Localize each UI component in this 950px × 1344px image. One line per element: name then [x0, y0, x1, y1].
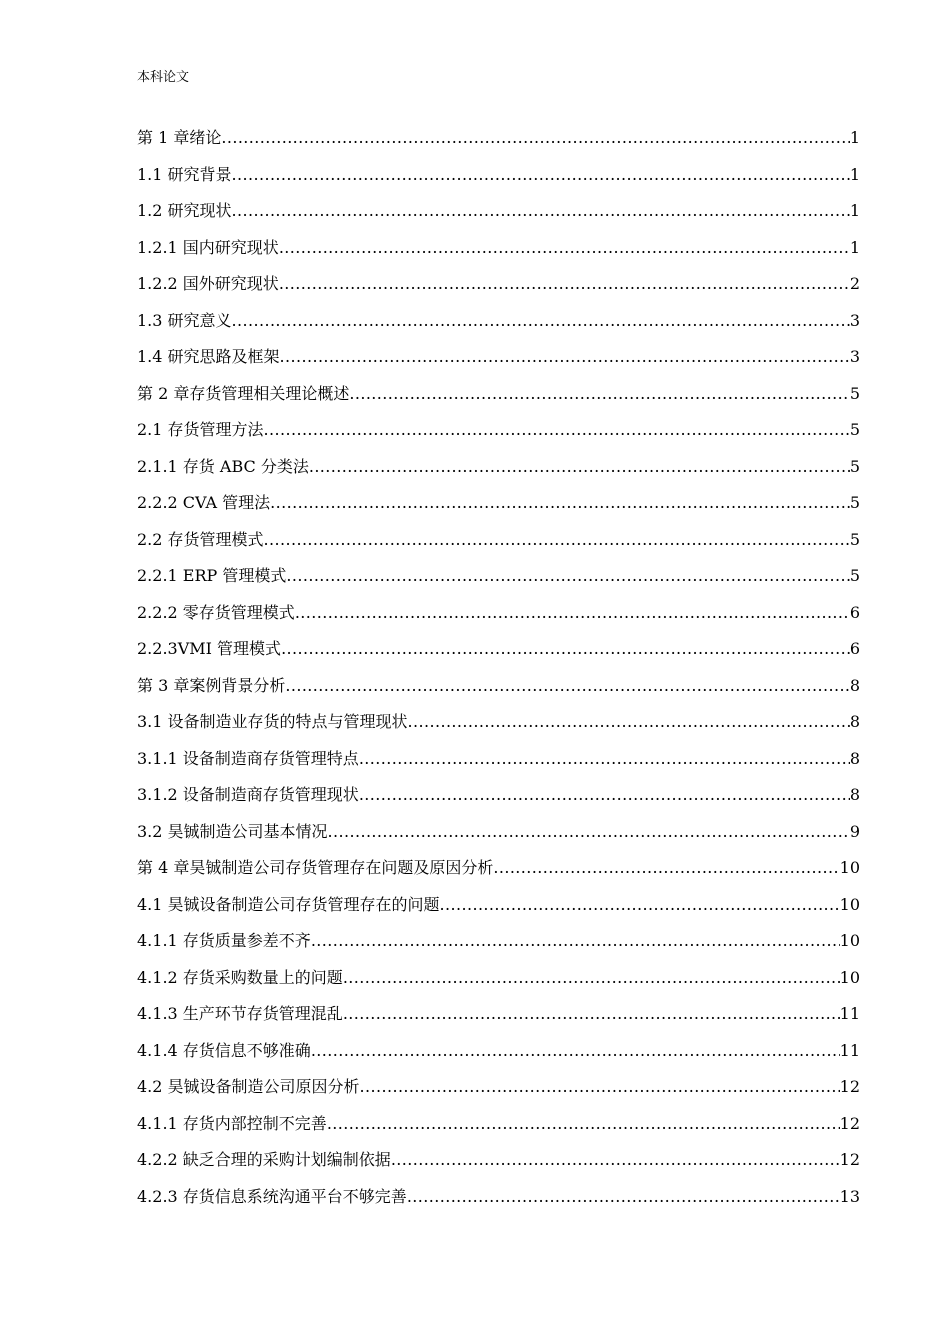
toc-entry-title: 3.1.1 设备制造商存货管理特点: [137, 748, 359, 768]
toc-entry[interactable]: [137, 1002, 860, 1039]
toc-entry-title: 第 4 章昊铖制造公司存货管理存在问题及原因分析: [137, 858, 494, 877]
toc-dot-leader: [264, 418, 850, 442]
toc-entry-page-number: 8: [849, 712, 860, 731]
toc-entry-page-number: 1: [849, 237, 860, 257]
toc-entry-page-number: 8: [849, 675, 860, 695]
toc-entry-page-number: 5: [849, 383, 860, 403]
toc-entry-page-number: 12: [839, 1150, 860, 1169]
toc-entry-title: 1.2.2 国外研究现状: [137, 274, 279, 293]
toc-entry-page-number: 3: [849, 310, 860, 330]
toc-dot-leader: [327, 1112, 840, 1136]
toc-dot-leader: [391, 1148, 840, 1172]
toc-entry-page-number: 8: [849, 748, 860, 768]
toc-entry-title: 4.2.2 缺乏合理的采购计划编制依据: [137, 1150, 391, 1169]
toc-entry[interactable]: [137, 1075, 860, 1112]
toc-entry[interactable]: [137, 455, 860, 492]
toc-entry-title: 2.2.3VMI 管理模式: [137, 639, 282, 658]
toc-dot-leader: [232, 199, 850, 223]
toc-entry-page-number: 5: [849, 493, 860, 512]
toc-entry-page-number: 12: [839, 1113, 860, 1133]
toc-entry[interactable]: [137, 601, 860, 638]
toc-dot-leader: [360, 1075, 840, 1099]
toc-dot-leader: [493, 856, 839, 880]
toc-dot-leader: [221, 126, 849, 150]
toc-entry-page-number: 6: [849, 639, 860, 658]
toc-dot-leader: [280, 345, 850, 369]
toc-entry-page-number: 5: [849, 566, 860, 585]
toc-entry-page-number: 5: [849, 456, 860, 476]
toc-dot-leader: [281, 637, 850, 661]
toc-entry[interactable]: [137, 783, 860, 820]
toc-entry-page-number: 11: [839, 1040, 860, 1060]
toc-entry-title: 4.1 昊铖设备制造公司存货管理存在的问题: [137, 894, 440, 914]
toc-entry[interactable]: [137, 126, 860, 163]
toc-entry-page-number: 9: [849, 821, 860, 841]
toc-dot-leader: [279, 272, 850, 296]
toc-dot-leader: [295, 601, 850, 625]
toc-entry-title: 3.1 设备制造业存货的特点与管理现状: [137, 712, 408, 731]
toc-entry-page-number: 10: [839, 931, 860, 950]
toc-entry-title: 4.1.2 存货采购数量上的问题: [137, 967, 343, 987]
toc-entry-title: 1.4 研究思路及框架: [137, 347, 280, 366]
toc-dot-leader: [359, 783, 850, 807]
toc-entry[interactable]: [137, 163, 860, 200]
toc-dot-leader: [232, 163, 850, 187]
toc-entry[interactable]: [137, 929, 860, 966]
toc-dot-leader: [264, 528, 850, 552]
toc-entry[interactable]: [137, 637, 860, 674]
toc-entry[interactable]: [137, 345, 860, 382]
toc-entry-title: 4.1.1 存货内部控制不完善: [137, 1113, 327, 1133]
toc-entry-page-number: 2: [849, 274, 860, 293]
toc-entry-page-number: 1: [849, 128, 860, 147]
toc-entry-title: 2.2 存货管理模式: [137, 529, 264, 549]
toc-entry-page-number: 5: [849, 420, 860, 439]
toc-entry-page-number: 10: [839, 858, 860, 877]
toc-entry-title: 4.1.3 生产环节存货管理混乱: [137, 1004, 343, 1023]
toc-entry-title: 第 1 章绪论: [137, 128, 222, 147]
toc-entry-title: 2.2.2 零存货管理模式: [137, 602, 295, 622]
toc-entry-title: 3.1.2 设备制造商存货管理现状: [137, 785, 359, 804]
toc-dot-leader: [285, 674, 849, 698]
toc-entry-page-number: 11: [839, 1004, 860, 1023]
table-of-contents: [137, 126, 860, 1221]
toc-entry-title: 1.2 研究现状: [137, 201, 232, 220]
toc-entry-title: 4.1.4 存货信息不够准确: [137, 1040, 311, 1060]
toc-entry[interactable]: [137, 236, 860, 273]
toc-entry-title: 2.2.1 ERP 管理模式: [137, 566, 287, 585]
toc-entry-title: 2.2.2 CVA 管理法: [137, 493, 271, 512]
toc-dot-leader: [440, 893, 840, 917]
toc-entry[interactable]: [137, 820, 860, 857]
toc-entry-page-number: 3: [849, 347, 860, 366]
toc-entry[interactable]: [137, 272, 860, 309]
toc-dot-leader: [309, 455, 850, 479]
page-header-label: 本科论文: [137, 70, 190, 85]
toc-entry[interactable]: [137, 674, 860, 711]
toc-entry[interactable]: [137, 1039, 860, 1076]
toc-entry-page-number: 12: [839, 1077, 860, 1096]
toc-dot-leader: [270, 491, 850, 515]
toc-entry[interactable]: [137, 528, 860, 565]
toc-entry-page-number: 8: [849, 785, 860, 804]
toc-entry-title: 1.3 研究意义: [137, 310, 232, 330]
toc-dot-leader: [311, 929, 840, 953]
toc-entry[interactable]: [137, 309, 860, 346]
toc-entry-title: 1.1 研究背景: [137, 164, 232, 184]
toc-entry-title: 4.1.1 存货质量参差不齐: [137, 931, 311, 950]
toc-entry[interactable]: [137, 564, 860, 601]
toc-entry-title: 第 2 章存货管理相关理论概述: [137, 383, 350, 403]
toc-entry[interactable]: [137, 1185, 860, 1222]
toc-entry-title: 4.2.3 存货信息系统沟通平台不够完善: [137, 1186, 407, 1206]
toc-entry-title: 第 3 章案例背景分析: [137, 675, 286, 695]
toc-dot-leader: [328, 820, 850, 844]
toc-entry-page-number: 1: [849, 164, 860, 184]
toc-entry-page-number: 10: [839, 967, 860, 987]
toc-dot-leader: [349, 382, 849, 406]
toc-entry[interactable]: [137, 382, 860, 419]
toc-dot-leader: [311, 1039, 840, 1063]
toc-dot-leader: [286, 564, 849, 588]
toc-dot-leader: [232, 309, 850, 333]
toc-entry[interactable]: [137, 893, 860, 930]
toc-entry-title: 2.1.1 存货 ABC 分类法: [137, 456, 309, 476]
toc-entry[interactable]: [137, 491, 860, 528]
toc-entry[interactable]: [137, 418, 860, 455]
toc-entry-page-number: 1: [849, 201, 860, 220]
toc-entry-title: 4.2 昊铖设备制造公司原因分析: [137, 1077, 360, 1096]
toc-dot-leader: [343, 1002, 840, 1026]
toc-entry[interactable]: [137, 856, 860, 893]
toc-entry-page-number: 5: [849, 529, 860, 549]
toc-entry-title: 2.1 存货管理方法: [137, 420, 264, 439]
toc-dot-leader: [343, 966, 840, 990]
toc-dot-leader: [359, 747, 850, 771]
toc-entry-title: 3.2 昊铖制造公司基本情况: [137, 821, 328, 841]
toc-entry[interactable]: [137, 747, 860, 784]
toc-entry[interactable]: [137, 710, 860, 747]
toc-entry-page-number: 6: [849, 602, 860, 622]
toc-entry[interactable]: [137, 1148, 860, 1185]
toc-entry-page-number: 13: [839, 1186, 860, 1206]
toc-dot-leader: [407, 1185, 840, 1209]
toc-entry[interactable]: [137, 199, 860, 236]
toc-entry[interactable]: [137, 1112, 860, 1149]
toc-entry[interactable]: [137, 966, 860, 1003]
toc-entry-title: 1.2.1 国内研究现状: [137, 237, 279, 257]
toc-dot-leader: [408, 710, 850, 734]
toc-dot-leader: [279, 236, 850, 260]
toc-entry-page-number: 10: [839, 894, 860, 914]
